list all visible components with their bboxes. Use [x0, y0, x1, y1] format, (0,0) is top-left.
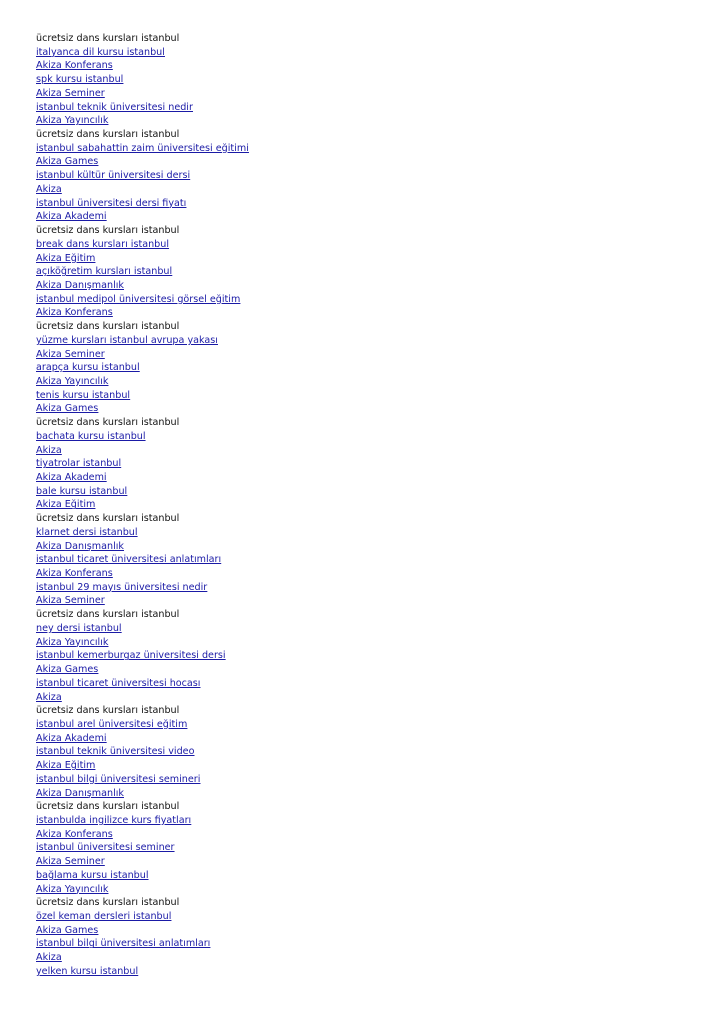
list-link-label: istanbulda ingilizce kurs fiyatları — [36, 814, 192, 826]
list-link-label: Akiza Akademi — [36, 211, 107, 223]
list-link-label: istanbul ticaret üniversitesi hocası — [36, 677, 201, 689]
list-link-label: Akiza Konferans — [36, 568, 113, 580]
list-link-label: istanbul 29 mayıs üniversitesi nedir — [36, 581, 208, 593]
list-link[interactable] — [36, 471, 696, 485]
list-link[interactable] — [36, 855, 696, 869]
list-link-label: klarnet dersi istanbul — [36, 526, 138, 538]
list-link[interactable] — [36, 375, 696, 389]
list-link-label: Akiza Games — [36, 664, 99, 676]
list-link[interactable] — [36, 197, 696, 211]
list-link[interactable] — [36, 87, 696, 101]
list-link[interactable] — [36, 677, 696, 691]
list-link-label: Akiza Games — [36, 156, 99, 168]
list-link-label: Akiza Yayıncılık — [36, 883, 109, 895]
list-link[interactable] — [36, 581, 696, 595]
list-link-label: Akiza Danışmanlık — [36, 540, 124, 552]
list-link-label: tiyatrolar istanbul — [36, 458, 122, 470]
list-link[interactable] — [36, 389, 696, 403]
list-link[interactable] — [36, 841, 696, 855]
list-link-label: bağlama kursu istanbul — [36, 869, 149, 881]
list-link-label: Akiza Konferans — [36, 307, 113, 319]
list-link[interactable] — [36, 814, 696, 828]
list-link[interactable] — [36, 101, 696, 115]
list-link[interactable] — [36, 526, 696, 540]
list-link[interactable] — [36, 402, 696, 416]
list-link[interactable] — [36, 732, 696, 746]
list-link-label: istanbul medipol üniversitesi görsel eğitim — [36, 293, 241, 305]
list-text: ücretsiz dans kursları istanbul — [36, 897, 180, 909]
list-link[interactable] — [36, 279, 696, 293]
list-link[interactable] — [36, 622, 696, 636]
list-text: ücretsiz dans kursları istanbul — [36, 417, 180, 429]
list-text: ücretsiz dans kursları istanbul — [36, 225, 180, 237]
list-link-label: break dans kursları istanbul — [36, 238, 170, 250]
list-link-label: Akiza Konferans — [36, 828, 113, 840]
list-link-label: Akiza Seminer — [36, 595, 105, 607]
list-link[interactable] — [36, 869, 696, 883]
list-link[interactable] — [36, 238, 696, 252]
list-link-label: Akiza Konferans — [36, 60, 113, 72]
list-link-label: açıköğretim kursları istanbul — [36, 266, 173, 278]
list-text: ücretsiz dans kursları istanbul — [36, 33, 180, 44]
list-link[interactable] — [36, 348, 696, 362]
list-link[interactable] — [36, 691, 696, 705]
list-link-label: bachata kursu istanbul — [36, 430, 146, 442]
list-link-label: Akiza Akademi — [36, 472, 107, 483]
list-link[interactable] — [36, 210, 696, 224]
list-link-label: istanbul ticaret üniversitesi anlatımları — [36, 554, 222, 566]
list-link[interactable] — [36, 540, 696, 554]
list-link-label: Akiza Games — [36, 403, 99, 415]
list-link[interactable] — [36, 334, 696, 348]
list-link[interactable] — [36, 46, 696, 60]
list-link[interactable] — [36, 924, 696, 938]
list-link-label: yelken kursu istanbul — [36, 965, 139, 977]
list-link-label: Akiza — [36, 444, 62, 456]
list-link[interactable] — [36, 910, 696, 924]
list-link-label: istanbul arel üniversitesi eğitim — [36, 718, 188, 730]
list-link-label: Akiza Eğitim — [36, 760, 96, 772]
list-link[interactable] — [36, 265, 696, 279]
list-link-label: ney dersi istanbul — [36, 622, 122, 634]
list-link-label: Akiza — [36, 691, 62, 703]
list-link-label: istanbul kemerburgaz üniversitesi dersi — [36, 650, 226, 662]
list-link-label: istanbul teknik üniversitesi video — [36, 746, 195, 758]
list-link-label: istanbul teknik üniversitesi nedir — [36, 101, 193, 113]
list-link-label: Akiza — [36, 952, 62, 964]
list-link[interactable] — [36, 59, 696, 73]
list-link-label: Akiza Danışmanlık — [36, 279, 124, 291]
list-link[interactable] — [36, 430, 696, 444]
list-link-label: tenis kursu istanbul — [36, 389, 131, 401]
list-link[interactable] — [36, 759, 696, 773]
list-link-label: Akiza — [36, 183, 62, 195]
list-link[interactable] — [36, 73, 696, 87]
list-link[interactable] — [36, 457, 696, 471]
list-link-label: Akiza Games — [36, 924, 99, 936]
list-link[interactable] — [36, 485, 696, 499]
list-link[interactable] — [36, 594, 696, 608]
list-text: ücretsiz dans kursları istanbul — [36, 129, 180, 141]
list-link-label: Akiza Seminer — [36, 348, 105, 360]
list-link-label: Akiza Yayıncılık — [36, 636, 109, 648]
list-link[interactable] — [36, 361, 696, 375]
list-link[interactable] — [36, 567, 696, 581]
list-link[interactable] — [36, 183, 696, 197]
list-link-label: Akiza Seminer — [36, 87, 105, 99]
list-link-label: Akiza Eğitim — [36, 499, 96, 511]
list-link[interactable] — [36, 252, 696, 266]
list-link-label: Akiza Yayıncılık — [36, 115, 109, 127]
list-link-label: arapça kursu istanbul — [36, 362, 140, 374]
list-link[interactable] — [36, 114, 696, 128]
list-link-label: spk kursu istanbul — [36, 74, 124, 86]
list-link[interactable] — [36, 718, 696, 732]
list-link[interactable] — [36, 937, 696, 951]
list-text: ücretsiz dans kursları istanbul — [36, 705, 180, 717]
list-link-label: Akiza Akademi — [36, 732, 107, 744]
list-link[interactable] — [36, 951, 696, 965]
link-list — [36, 32, 696, 979]
list-link-label: istanbul bilgi üniversitesi semineri — [36, 773, 201, 785]
list-text: ücretsiz dans kursları istanbul — [36, 513, 180, 525]
list-link[interactable] — [36, 787, 696, 801]
list-link-label: istanbul üniversitesi dersi fiyatı — [36, 197, 187, 209]
list-link-label: bale kursu istanbul — [36, 485, 128, 497]
list-link[interactable] — [36, 745, 696, 759]
list-text: ücretsiz dans kursları istanbul — [36, 801, 180, 813]
list-link[interactable] — [36, 293, 696, 307]
list-link-label: yüzme kursları istanbul avrupa yakası — [36, 334, 218, 346]
list-link-label: italyanca dil kursu istanbul — [36, 46, 165, 58]
list-link[interactable] — [36, 169, 696, 183]
list-link-label: özel keman dersleri istanbul — [36, 911, 172, 922]
list-text: ücretsiz dans kursları istanbul — [36, 321, 180, 333]
list-link[interactable] — [36, 444, 696, 458]
list-link[interactable] — [36, 142, 696, 156]
list-link-label: istanbul kültür üniversitesi dersi — [36, 170, 191, 182]
list-link[interactable] — [36, 553, 696, 567]
list-text: ücretsiz dans kursları istanbul — [36, 609, 180, 621]
list-link[interactable] — [36, 155, 696, 169]
list-link-label: Akiza Danışmanlık — [36, 787, 124, 799]
list-link[interactable] — [36, 883, 696, 897]
list-link-label: Akiza Seminer — [36, 856, 105, 868]
list-link[interactable] — [36, 965, 696, 979]
list-link[interactable] — [36, 828, 696, 842]
list-link-label: istanbul bilgi üniversitesi anlatımları — [36, 938, 211, 950]
list-link[interactable] — [36, 649, 696, 663]
list-link[interactable] — [36, 636, 696, 650]
list-link[interactable] — [36, 306, 696, 320]
list-link-label: Akiza Yayıncılık — [36, 375, 109, 387]
list-link-label: istanbul üniversitesi seminer — [36, 842, 175, 854]
list-link[interactable] — [36, 663, 696, 677]
list-link-label: Akiza Eğitim — [36, 252, 96, 264]
list-link[interactable] — [36, 498, 696, 512]
list-link-label: istanbul sabahattin zaim üniversitesi eğitimi — [36, 142, 249, 154]
list-link[interactable] — [36, 773, 696, 787]
